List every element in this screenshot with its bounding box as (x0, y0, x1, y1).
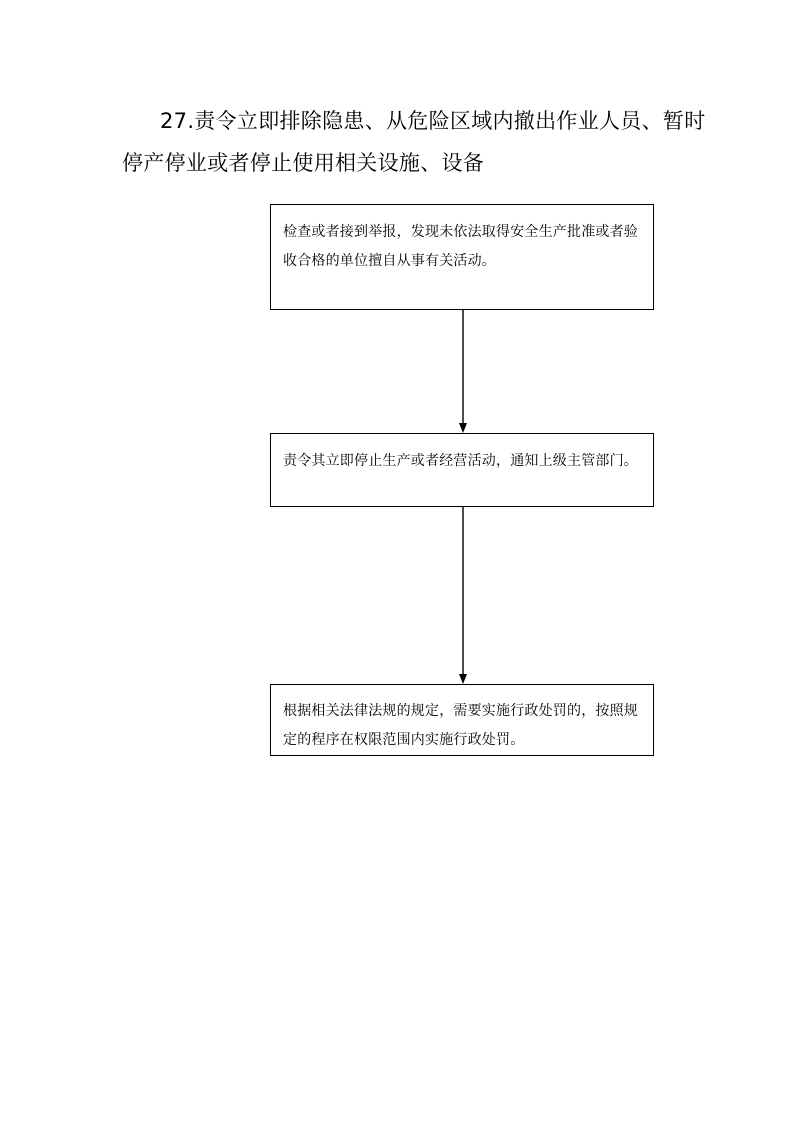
flow-step-2-box (270, 433, 654, 507)
arrow-step2-to-step3 (459, 507, 467, 684)
flow-step-3-text: 根据相关法律法规的规定，需要实施行政处罚的，按照规定的程序在权限范围内实施行政处罚。 (283, 703, 638, 748)
flow-step-3-box (270, 684, 654, 756)
arrow-head (459, 423, 467, 433)
flow-step-1-box (270, 204, 654, 310)
arrow-head (459, 674, 467, 684)
flow-step-1-text: 检查或者接到举报，发现未依法取得安全生产批准或者验收合格的单位擅自从事有关活动。 (283, 224, 638, 269)
flow-step-2-text: 责令其立即停止生产或者经营活动，通知上级主管部门。 (283, 453, 638, 469)
page-title: 27.责令立即排除隐患、从危险区域内撤出作业人员、暂时停产停业或者停止使用相关设施、设备 (122, 109, 706, 175)
arrow-step1-to-step2 (459, 310, 467, 433)
